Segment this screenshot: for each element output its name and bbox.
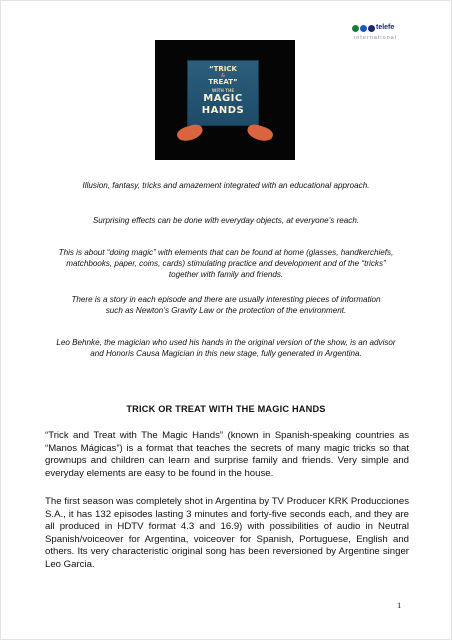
section-heading: TRICK OR TREAT WITH THE MAGIC HANDS	[126, 404, 326, 414]
brand-dots-icon	[352, 25, 375, 33]
paragraph-1: “Trick and Treat with The Magic Hands” (known in Spanish-speaking countries as “Manos Mágicas”) is a format that teaches the secrets of many magic tricks so that grownups and children can learn and surprise family and friends. Very simple and everyday elements are easy to be found in the house.	[45, 430, 409, 479]
logo-line-6: HANDS	[201, 105, 245, 116]
caption-5: Leo Behnke, the magician who used his hands in the original version of the show, is an advisor and Honoris Causa Magician in this new stage, fully generated in Argentina.	[56, 338, 396, 358]
logo-line-4: WITH THE	[211, 88, 235, 93]
page-number: 1	[397, 600, 402, 610]
logo-line-1: “TRICK	[209, 65, 237, 73]
left-hand-icon	[175, 122, 204, 143]
caption-4: There is a story in each episode and there are usually interesting pieces of information such as Newton’s Gravity Law or the protection of the environment.	[71, 295, 381, 315]
logo-line-3: TREAT”	[208, 78, 238, 86]
caption-1: Illusion, fantasy, tricks and amazement integrated with an educational approach.	[82, 181, 370, 190]
tv-screen-logo	[187, 60, 259, 126]
logo-line-2: &	[220, 73, 226, 79]
brand-name: telefe	[376, 24, 395, 31]
right-hand-icon	[245, 122, 274, 143]
caption-2: Surprising effects can be done with everyday objects, at everyone’s reach.	[92, 216, 360, 225]
brand-subtitle: international	[354, 35, 397, 41]
caption-3: This is about “doing magic” with elements that can be found at home (glasses, handkerchiefs, matchbooks, paper, coins, cards) stimulating practice and development and of the “tricks” together with family and friends.	[58, 248, 394, 279]
logo-line-5: MAGIC	[203, 93, 243, 104]
paragraph-2: The first season was completely shot in Argentina by TV Producer KRK Producciones S.A., it has 132 episodes lasting 3 minutes and forty-five seconds each, and they are all produced in HDTV format 4.3 and 16.9) with possibilities of audio in Neutral Spanish/voiceover for Argentina, voiceover for Spanish, Portuguese, English and others. Its very characteristic original song has been reversioned by Argentine singer Leo Garcia.	[45, 496, 409, 570]
hero-image	[155, 40, 295, 160]
brand-logo	[352, 24, 412, 46]
